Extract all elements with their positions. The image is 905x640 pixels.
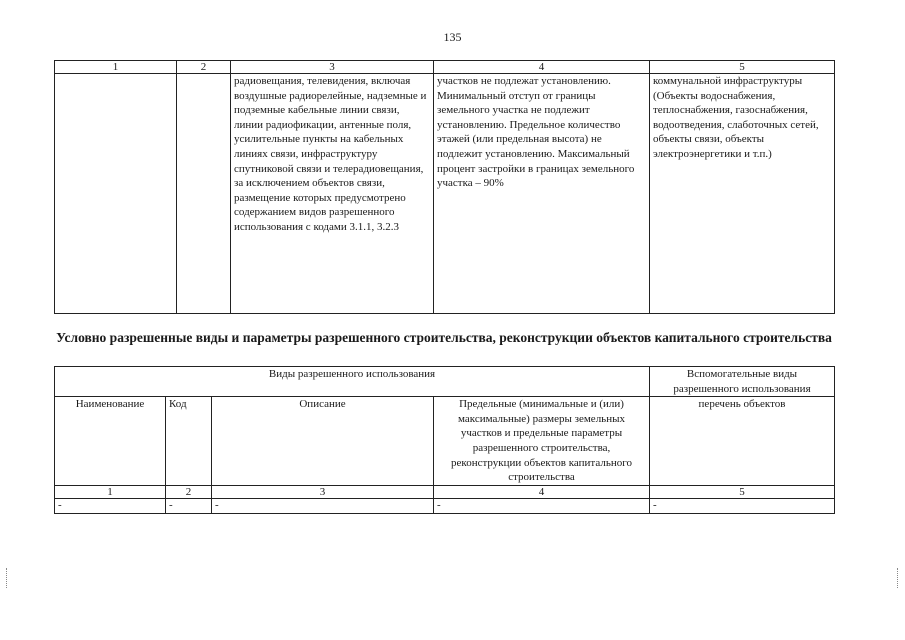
col-number: 3	[231, 61, 434, 74]
col-number: 4	[434, 61, 650, 74]
column-number-row	[55, 485, 835, 498]
conditional-uses-table	[54, 366, 835, 514]
page-number: 135	[443, 30, 462, 44]
objects-cell: коммунальной инфраструктуры (Объекты водоснабжения, теплоснабжения, газоснабжения, водоотведения, слаботочных сетей, объекты связи, объекты электроэнергетики и т.п.)	[650, 74, 835, 314]
continuation-table	[54, 60, 835, 314]
col-number: 2	[177, 61, 231, 74]
dash-cell: -	[166, 498, 212, 513]
table-row	[55, 74, 835, 314]
column-header-row	[55, 397, 835, 486]
code-cell	[177, 74, 231, 314]
scan-edge-mark	[6, 568, 9, 588]
table-row	[55, 498, 835, 513]
col-number: 4	[434, 485, 650, 498]
header-code: Код	[166, 397, 212, 486]
group-header-main: Виды разрешенного использования	[55, 367, 650, 397]
header-params: Предельные (минимальные и (или) максимальные) размеры земельных участков и предельные параметры разрешенного строительства, реконструкции объектов капитального строительства	[434, 397, 650, 486]
params-cell: участков не подлежат установлению. Минимальный отступ от границы земельного участка не подлежит установлению. Предельное количество этажей (или предельная высота) не подлежит установлению. Максимальный процент застройки в границах земельного участка – 90%	[434, 74, 650, 314]
header-name: Наименование	[55, 397, 166, 486]
dash-cell: -	[650, 498, 835, 513]
column-number-row	[55, 61, 835, 74]
col-number: 2	[166, 485, 212, 498]
header-objects: перечень объектов	[650, 397, 835, 486]
section-heading: Условно разрешенные виды и параметры разрешенного строительства, реконструкции объектов капитального строительства	[56, 330, 832, 345]
col-number: 5	[650, 485, 835, 498]
col-number: 1	[55, 61, 177, 74]
col-number: 1	[55, 485, 166, 498]
name-cell	[55, 74, 177, 314]
scan-edge-mark	[897, 568, 900, 588]
group-header-aux: Вспомогательные виды разрешенного использования	[650, 367, 835, 397]
dash-cell: -	[55, 498, 166, 513]
description-cell: радиовещания, телевидения, включая воздушные радиорелейные, надземные и подземные кабельные линии связи, линии радиофикации, антенные поля, усилительные пункты на кабельных линиях связи, инфраструктуру спутниковой связи и телерадиовещания, за исключением объектов связи, размещение которых предусмотрено содержанием видов разрешенного использования с кодами 3.1.1, 3.2.3	[231, 74, 434, 314]
dash-cell: -	[434, 498, 650, 513]
dash-cell: -	[212, 498, 434, 513]
header-description: Описание	[212, 397, 434, 486]
group-header-row	[55, 367, 835, 397]
col-number: 5	[650, 61, 835, 74]
col-number: 3	[212, 485, 434, 498]
